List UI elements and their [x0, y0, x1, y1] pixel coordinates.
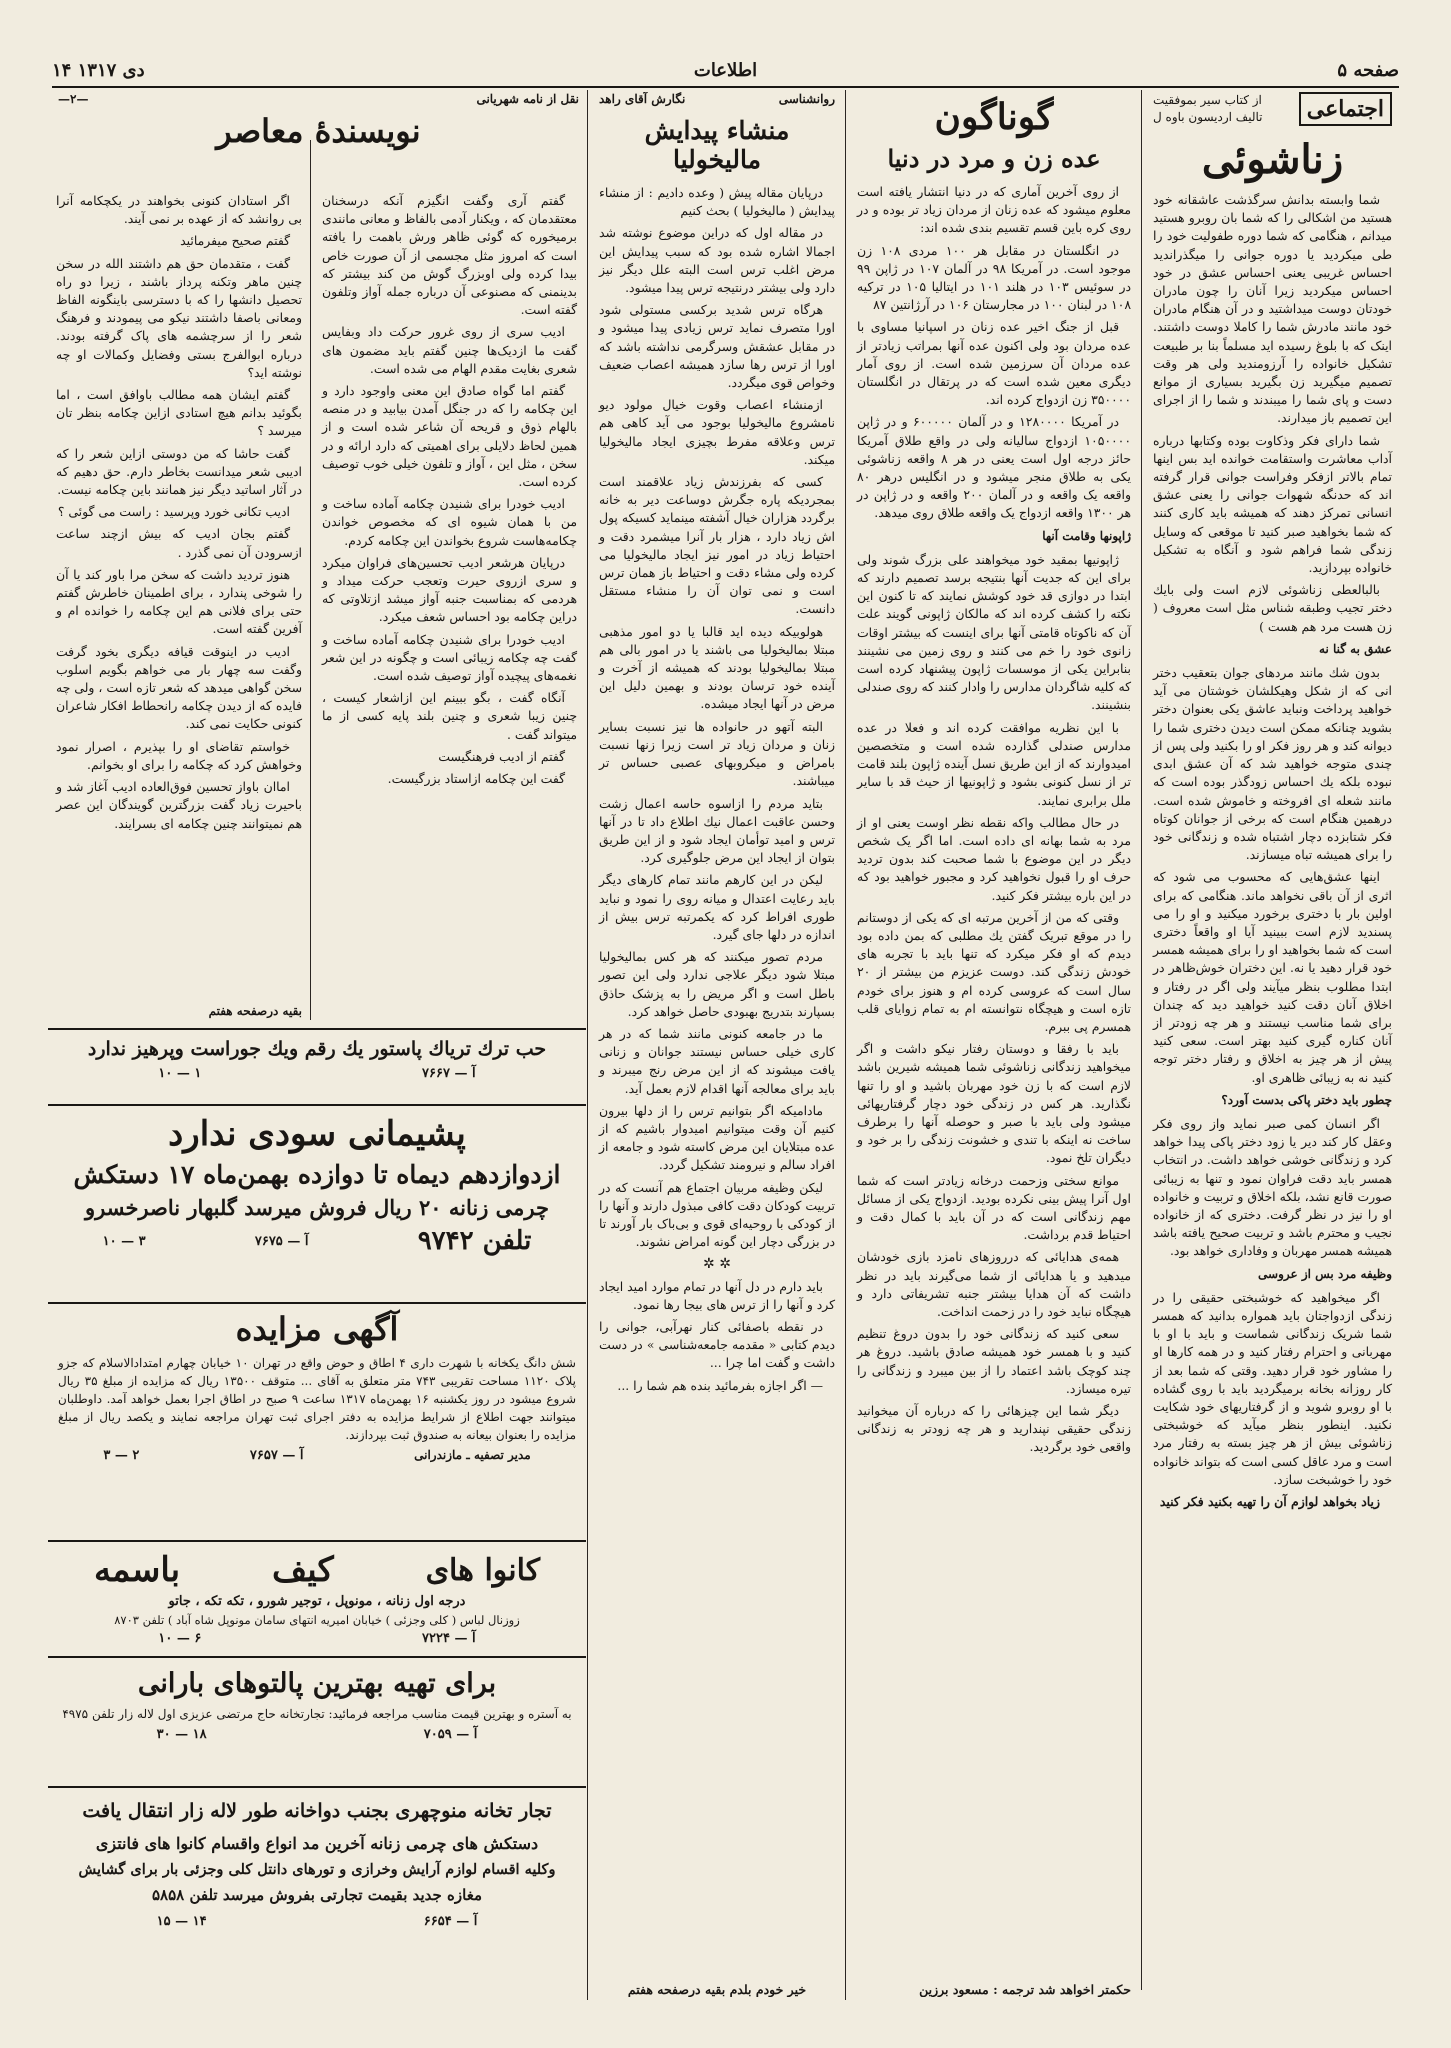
paper-name: اطلاعات — [693, 60, 758, 81]
paragraph: شما دارای فکر وذکاوت بوده وکتابها درباره آداب معاشرت واستقامت خوانده اید بس اینها تمام بالاتر ازفکر وفراست جوانی قرار گرفته اند که حدنگه شهوات جوانی را یعنی عشق انسانی تمرکز دهند که همیشه باید کاری کنند که شما بخواهید صبر کنید تا موقعی که وسایل زندگی شما فراهم شود و آنگاه به تشکیل خانواده بپردازید. — [1153, 432, 1392, 576]
paragraph: گفتم بجان ادیب که بیش ازچند ساعت ازسرودن آن نمی گذرد . — [56, 526, 302, 560]
ad-code: آ — ۷۶۶۷ — [422, 1066, 476, 1081]
paragraph: بدون شك مانند مردهای جوان بتعقیب دختر انی که از شکل وهیکلشان خوشتان می آید خواهید پرداخت ونباید عاشق یکی بعنوان دختر بشوید چنانکه ممکن است دیدن دختری شما را دیوانه کند و هر روز فکر او را بکنید ولی پس از چندی متوجه خواهید شد که آن عشق ابدی نبوده بلکه یك احساس زودگذر بوده است که مانند شعله ای افروخته و خاموش شده است. درهمین هنگام است که برخی از جوانان کوتاه فکر شتابزده دچار اشتباه شده و زندگانی خود را برای همیشه تباه میسازند. — [1153, 665, 1392, 863]
paragraph: دیگر شما این چیزهائی را که درباره آن میخوانید زندگی حقیقی نپندارید و هر چه زودتر به زندگانی واقعی خود برگردید. — [857, 1403, 1131, 1455]
column-rule — [587, 90, 588, 2000]
ad-headline: تجار تخانه منوچهری بجنب دواخانه طور لاله زار انتقال یافت — [82, 1800, 552, 1822]
article-header — [52, 92, 585, 150]
paragraph: آنگاه گفت ، بگو ببینم این ازاشعار کیست ، چنین زیبا شعری و چنین بلند پایه کسی از ما میتواند گفت . — [322, 690, 577, 742]
article-title: زناشوئی — [1201, 136, 1344, 183]
paragraph: اگر استادان کنونی بخواهند در یکچکامه آنرا بی روانشد که از عهده بر نمی آیند. — [56, 193, 302, 227]
paragraph: گفتم از ادیب فرهنگیست — [438, 748, 565, 764]
paragraph: هنوز تردید داشت که سخن مرا باور کند یا آن را شوخی پندارد ، برای اطمینان خاطرش گفتم حتی برای فلانی هم این چکامه را خوانده ام و آفرین گفته است. — [56, 566, 302, 637]
ad-code: ۲ — ۳ — [103, 1448, 140, 1463]
issue-date: ۱۴ دی ۱۳۱۷ — [52, 60, 145, 81]
paragraph: درپایان مقاله پیش ( وعده دادیم : از منشاء پیدایش ( مالیخولیا ) بحث کنیم — [599, 185, 835, 219]
paragraph: همه‌ی هدایائی که درروزهای نامزد بازی خودشان میدهید و یا هدایائی از شما می‌گیرند باید در نظر داشت که آن هدایا بیشتر جنبه تشریفاتی دارد و هیچگاه نباید خود را در زحمت انداخت. — [857, 1249, 1131, 1319]
subheading: ژاپونها وقامت آنها — [1042, 528, 1131, 543]
article-signature: حکمتر اخواهد شد ترجمه : مسعود برزین — [857, 1978, 1131, 1997]
column-miscellany — [849, 92, 1139, 1997]
paragraph: هرگاه ترس شدید برکسی مستولی شود اورا متصرف نماید ترس زیادی پیدا میشود و در مقابل عشقش وسرگرمی نداشته باشد که اورا از ترس رها سازد همیشه اعصاب ضعیف وخواص قوی میگردد. — [599, 302, 835, 391]
separator-ornament: ✲ ✲ — [703, 1256, 731, 1273]
ad-code: آ — ۷۲۲۴ — [422, 1631, 476, 1646]
paragraph: گفت ، متقدمان حق هم داشتند الله در سخن چنین ماهر وتکنه پرداز باشند ، زیرا دو راه تحصیل دانشها را که با دسترسی باینگونه الفاظ ومعانی باصفا داشتند نیکو می پیمودند و فرهنگ شعر را از سرچشمه های پاک گرفته بودند. درباره ابوالفرج بستی وفضایل وکمالات او چه نوشته اید؟ — [56, 255, 302, 380]
source-line: از کتاب سیر بموفقیت — [1153, 93, 1262, 107]
paragraph: ادیب سری از روی غرور حرکت داد وبفایس گفت ما ازدیک‌ها چنین گفتم باید مضمون های شعری بغایت مقدم الهام می شده است. — [322, 324, 577, 376]
paragraph: در حال مطالب واکه نقطه نظر اوست یعنی او از مرد به شما بهانه ای داده است. اما اگر یک شخص دیگر در این موضوع با شما صحبت کند بدون تردید حرف او را قبول نخواهید کرد و مجبور خواهید بود که در این باره بیشتر فکر کنید. — [857, 814, 1131, 903]
paragraph: بتاید مردم را ازاسوه حاسه اعمال زشت وحسن عاقبت اعمال نیك اطلاع داد تا در آنها ترس و امید توأمان ایجاد شود و از این طریق بتوان از ایجاد این مرض جلوگیری کرد. — [599, 795, 835, 866]
paragraph: ادیب خودرا برای شنیدن چکامه آماده ساخت و من با همان شیوه ای که مخصوص خواندن چکامه‌هاست شروع بخواندن این چکامه کردم. — [322, 496, 577, 548]
article-subtitle: عده زن و مرد در دنیا — [887, 144, 1101, 173]
paragraph: گفتم ایشان همه مطالب باوافق است ، اما بگوئید بدانم هیچ استادی ازاین چکامه بنظر تان میرسد ؟ — [56, 387, 302, 439]
ad-divider — [48, 1540, 586, 1542]
paragraph: خواستم تقاضای او را بپذیرم ، اصرار نمود وخواهش کرد که چکامه را برای او بخوانم. — [56, 738, 302, 772]
article-title: نویسندهٔ معاصر — [216, 112, 421, 150]
page-mark: —۲— — [58, 92, 89, 106]
author-line: تالیف اردیسون باوه ل — [1153, 110, 1263, 124]
ad-divider — [48, 1028, 586, 1030]
subheading: عشق به‌ گنا نه — [1319, 641, 1392, 656]
paragraph: مردم تصور میکنند که هر کس بمالیخولیا مبتلا شود دیگر علاجی ندارد ولی این تصور باطل است و اگر مریض را به پزشک حاذق بسپارند بتدریج بهبودی حاصل خواهد کرد. — [599, 949, 835, 1019]
ad-gloves — [48, 1108, 586, 1300]
paragraph: لیکن در این کارهم مانند تمام کارهای دیگر باید رعایت اعتدال و میانه روی را نمود و نباید طوری افراط کرد که یکمرتبه ترس بیش از اندازه در دلها جای گیرد. — [599, 872, 835, 942]
paragraph: موانع سختی وزحمت درخانه زیادتر است که شما اول آنرا پیش بینی نکرده بودید. ازدواج یکی از مسائل مهم زندگانی است که در آن باید با کمال دقت و احتیاط قدم برداشت. — [857, 1172, 1131, 1243]
ad-headline: کانوا های — [425, 1552, 541, 1588]
paragraph: بالبالعطی زناشوئی لازم است ولی بایك دختر تجیب وطبقه شناس مثل است معروف ( زن هست مرد هم هست ) — [1153, 582, 1392, 634]
masthead — [52, 58, 1399, 88]
column-writer-left — [48, 192, 310, 1022]
paragraph: با این نظریه موافقت کرده اند و فعلا در عده مدارس صندلی گذارده شده است و متخصصین امیدوارند که از این طریق نسل آینده ژاپون بلند قامت تر از نسل کنونی بشود و ژاپونیها از حیث قد با سایر ملل برابری نمایند. — [857, 719, 1131, 808]
paragraph: اگر انسان کمی صبر نماید واز روی فکر وعقل کار کند دیر یا زود دختر پاکی پیدا خواهد کرد و زندگانی خوشی خواهد داشت. در انتخاب همسر باید دقت فراوان نمود و تنها به زیبائی صورت قانع نشد، بلکه اخلاق و تربیت و خانواده او را نیز در نظر گرفت. دختری که از خانواده نجیب و محترم باشد و تربیت صحیح یافته باشد همیشه همسر مهربان و وفاداری خواهد بود. — [1153, 1115, 1392, 1259]
paragraph: سعی کنید که زندگانی خود را بدون دروغ تنظیم کنید و با همسر خود همیشه صادق باشید. دروغ هر چند کوچک باشد اعتماد را از بین میبرد و زندگانی را تیره میسازد. — [857, 1326, 1131, 1396]
ad-headline: باسمه — [93, 1550, 181, 1590]
section-label: روانشناسی — [778, 92, 835, 106]
subheading: وظیفه مرد بس از عروسی — [1258, 1266, 1392, 1281]
paragraph: ادیب تکانی خورد وپرسید : راست می گوئی ؟ — [57, 504, 290, 520]
ad-code: آ — ۶۶۵۴ — [423, 1914, 478, 1929]
paragraph: ادیب در اینوقت قیافه دیگری بخود گرفت وگفت سه چهار بار می خواهم بگویم اسلوب سخن گواهی میدهد که شعر تازه است ، ولی چه فایده که از دیدن چکامه رانحطاط افکار شاعران کنونی حکایت نمی کند. — [56, 643, 302, 732]
ad-raincoats — [48, 1660, 586, 1784]
ad-body: شش دانگ یکخانه با شهرت داری ۴ اطاق و حوض واقع در تهران ۱۰ خیابان چهارم امتدادالاسلام که جزو پلاک ۱۱۲۰ مساحت تقریبی ۷۴۳ متر متعلق به آقای ... متوقف ۱۳۵۰۰ ریال که مزایده از مبلغ ۳۵ ریال شروع میشود در روز یکشنبه ۱۶ بهمن‌ماه ۱۳۱۷ ساعت ۹ صبح در اطاق اجرا بعمل خواهد آمد. داوطلبان میتوانند جهت اطلاع از شرایط مزایده به دفتر اجرای ثبت تهران مراجعه نمایند و یکصد ریال از مبلغ مزایده را بعنوان بیعانه به صندوق ثبت بپردازند. — [58, 1356, 577, 1442]
ad-headline: حب ترك تریاك پاستور یك رقم ویك جوراست وپرهیز ندارد — [87, 1038, 547, 1060]
ad-phone: تلفن ۹۷۴۲ — [417, 1226, 532, 1256]
paragraph: گفتم صحیح میفرمائید — [180, 233, 290, 249]
ad-headline: کیف — [272, 1550, 334, 1590]
column-psychology — [591, 92, 843, 1997]
paragraph: در انگلستان در مقابل هر ۱۰۰ مردی ۱۰۸ زن موجود است. در آمریکا ۹۸ در آلمان ۱۰۷ در ژاپن ۹۹ در سوئیس ۱۰۳ در هلند ۱۰۱ در ایتالیا ۱۰۵ در ترکیه ۱۰۸ در لبنان ۱۰۰ در مجارستان ۱۰۶ در آرژانتین ۸۷ — [857, 242, 1132, 313]
paragraph: گفت حاشا که من دوستی ازاین شعر را که ادیبی شعر میدانست بخاطر دارم. حق دهیم که در آثار اساتید دیگر نیز همانند باین چکامه نیست. — [56, 445, 302, 498]
author-line: نگارش آقای راهد — [599, 92, 686, 106]
ad-line: ازدوازدهم دیماه تا دوازده بهمن‌ماه ۱۷ دستکش — [73, 1160, 561, 1189]
paragraph: لیکن وظیفه مربیان اجتماع هم آنست که در تربیت کودکان دقت کافی مبذول دارند و آنها را از کودکی با روحیه‌ای قوی و بی‌باک بار آورند تا در بزرگی دچار این گونه امراض نشوند. — [599, 1179, 835, 1250]
paragraph: البته آتهو در حانواده ها نیز نسبت بسایر زنان و مردان زیاد تر است زیرا زنها نسبت بامراض و میکروبهای عصبی حساس تر میباشند. — [599, 718, 835, 789]
section-label: اجتماعی — [1299, 92, 1392, 126]
column-writer-right — [314, 192, 585, 1022]
ad-canvas — [48, 1544, 586, 1654]
ad-divider — [48, 1786, 586, 1788]
ad-divider — [48, 1104, 586, 1106]
paragraph: ما در جامعه کنونی مانند شما که در هر کاری خیلی حساس نیستند جوانان و زنانی یافت میشوند که از این مرض رنج میبرند و باید برای معالجه آنها اقدام لازم بعمل آید. — [599, 1025, 835, 1096]
paragraph: قبل از جنگ اخیر عده زنان در اسپانیا مساوی با عده مردان بود ولی اکنون عده آنها بمراتب زیادتر از عده مردان آن سرزمین شده است. از روی آمار دیگری معین شده است که در پرتقال در انگلستان ۳۵۰۰۰۰ زن ازدواج کرده اند. — [857, 319, 1131, 408]
paragraph: گفتم آری وگفت انگیزم آنکه درسخنان معتقدمان که ، ویکنار آدمی بالفاظ و معانی مانندی برمیخوره که گوئی ظاهر ورش باهمت را یافته است که امروز مثل مجسمی از آن صورت خاص بیدا کرده ولی اوبزرگ گوش من کند بیشتر که بدینمنی که مصنوعی آن درباره جمله آواز وتلفون گفته است. — [322, 193, 577, 318]
continued-note: خیر خودم بلدم بقیه درصفحه هفتم — [599, 1978, 835, 1997]
article-title: منشاء پیدایش مالیخولیا — [644, 116, 790, 174]
paragraph: هولوبیکه دیده اید قالبا یا دو امور مذهبی مبتلا بمالیخولیا می باشند یا در امور بالی هم مبتلا بمالیخولیا بودند که همیشه از آخرت و آینده خود ترسان بودند و بهمین دلیل این مرض در آنها ایجاد میشده. — [599, 623, 835, 712]
ad-trading-house — [48, 1790, 586, 1990]
ad-code: آ — ۷۶۷۵ — [254, 1233, 309, 1249]
ad-line: زوزنال لباس ( کلی وجزئی ) خیابان امیریه انتهای سامان مونوپل شاه آباد ) تلفن ۸۷۰۳ — [114, 1613, 520, 1627]
ad-line: وکلیه اقسام لوازم آرایش وخرازی و تورهای دانتل کلی وجزئی بار برای گشایش — [78, 1861, 556, 1878]
paragraph: در مقاله اول که دراین موضوع نوشته شد اجمالا اشاره شده بود که سبب پیدایش این مرض اغلب ترس است البته علل دیگر نیز دارد ولی بیشتر درنتیجه ترس پیدا میشود. — [599, 225, 835, 296]
ad-headline: برای تهیه بهترین پالتوهای بارانی — [137, 1668, 497, 1699]
ad-code: ۳ — ۱۰ — [102, 1233, 146, 1249]
paragraph: ژاپونیها بمقید خود میخواهند علی بزرگ شوند ولی برای این که جدیت آنها بنتیجه برسد تصمیم دارند که ابتدا در دوازی قد خود کوشش نمایند که تا کنون این نکته را کشف کرده اند که مالکان ژاپونی گویند علت آن که ناکوتاه قامتی آنها برای اینست که بیشتر اوقات زانوی خود را خم می کنند و روی زمین می نشینند بنابراین یکی از موسسات ژاپون پیشنهاد کرده است که کلیه شاگردان مدارس را وادار کنند که روی صندلی بنشینند. — [857, 551, 1131, 713]
paragraph: مادامیکه اگر بتوانیم ترس را از دلها بیرون کنیم آن وقت میتوانیم امیدوار باشیم که از عده مبتلایان این مرض کاسته شود و جامعه از افراد سالم و نیرومند تشکیل گردد. — [599, 1102, 835, 1173]
ad-code: ۱ — ۱۰ — [158, 1066, 202, 1081]
paragraph: گفتم اما گواه صادق این معنی واوجود دارد و این چکامه را که در جنگل آمدن بیابید و در منصه بالهام ذوق و قریحه آن شاعر شده است و از همین لحاظ دلایلی برای اهمیتی که دارد ارائه و در سخن ، مثل این ، آواز و تلفون خیلی خوب توصیف کرده است. — [322, 383, 577, 490]
page-label: صفحه ۵ — [1337, 60, 1399, 81]
ad-office: مدیر تصفیه ـ مازندرانی — [414, 1448, 531, 1462]
paragraph: شما وابسته بدانش سرگذشت عاشقانه خود هستید من اشکالی را که شما بان روبرو هستید میدانم ، هنگامی که شما دوره طفولیت خود را طی میکردید یا دوره جوانی را میگذراندید احساس غریبی یعنی احساس عشق در خود احساس میکردید زیرا آنان را چون مادران خودتان دوست میداشتید و در آن هنگام مادران خود مانند مادرش شما را کاملا دوست داشتند. اینک که با بلوغ رسیده اید مسلماً بنا بر طبیعت تشکیل خانواده را آرزومندید ولی هر وقت تصمیم میگیرید زن بگیرید بسیاری از موانع دست و پای شما را میبندند و شما را از اجرای این تصمیم باز میدارند. — [1153, 192, 1392, 426]
paragraph: کسی که بفرزندش زیاد علاقمند است بمجردیکه پاره جگرش دوساعت دیر به خانه برگردد هزاران خیال آشفته مینماید کسیکه پول اش زیاد دارد ، هزار بار آنرا میشمرد دقت و احتیاط زیاد در امور نیز ایجاد مالیخولیا می کرده ولی مشاء دقت و احتیاط باز همان ترس است و نمی توان آن را منشاء مستقل دانست. — [599, 474, 835, 617]
column-rule — [1141, 90, 1142, 1990]
ad-line: دستکش های چرمی زنانه آخرین مد انواع واقسام کانوا های فانتزی — [95, 1834, 539, 1853]
continued-note: بقیه درصفحه هفتم — [208, 1004, 302, 1018]
ad-auction — [48, 1306, 586, 1538]
column-rule — [310, 140, 311, 1020]
ad-divider — [48, 1302, 586, 1304]
paragraph: در نقطه باصفائی کنار نهرآبی، جوانی را دیدم کتابی « مقدمه جامعه‌شناسی » در دست داشت و گفت اما چرا ... — [599, 1318, 835, 1371]
paragraph: ادیب خودرا برای شنیدن چکامه آماده ساخت و گفت چه چکامه زیبائی است و چگونه در این شعر نغمه‌های پیچیده آواز توصیف شده است. — [322, 631, 577, 684]
ad-line: مغازه جدید بقیمت تجارتی بفروش میرسد تلفن ۵۸۵۸ — [152, 1886, 482, 1904]
ad-code: آ — ۷۶۵۷ — [249, 1448, 304, 1463]
paragraph: از روی آخرین آماری که در دنیا انتشار یافته است معلوم میشود که عده زنان از مردان زیاد تر بوده و در روی کره باین قسم تقسیم بندی شده اند: — [857, 184, 1131, 236]
ad-headline: آگهی مزایده — [235, 1310, 399, 1348]
paragraph: درپایان هرشعر ادیب تحسین‌های فراوان میکرد و سری ازروی حیرت وتعجب حرکت میداد و هردمی که بمناسبت جنبه آواز میشد ازتلاوتی که دراین چکامه بود احساس شعف میکرد. — [322, 554, 577, 625]
paragraph: در آمریکا ۱۲۸۰۰۰۰ و در آلمان ۶۰۰۰۰۰ و در ژاپن ۱۰۵۰۰۰۰ ازدواج سالیانه ولی در واقع طلاق آمریکا حائز درجه اول است یعنی در هر ۸ واقعه زناشوئی یکی به طلاق منجر میشود و در انگلیس درهر ۸۰ واقعه یک واقعه و در آلمان ۲۰۰ واقعه و در ژاپن در هر ۱۳۰۰ واقعه ازدواج یک واقعه طلاق روی میدهد. — [857, 414, 1131, 521]
source-line: نقل از نامه شهریانی — [476, 92, 579, 106]
paragraph: ازمنشاء اعصاب وقوت خیال مولود دیو نامشروع مالیخولیا بوجود می آید کاهی هم ترس وعلاقه مفرط بچیزی ایجاد مالیخولیا میکند. — [599, 397, 835, 467]
ad-code: ۱۴ — ۱۵ — [156, 1914, 207, 1929]
column-rule — [845, 90, 846, 2000]
column-social — [1145, 92, 1400, 1987]
paragraph: اماان باواز تحسین فوق‌العاده ادیب آغاز شد و باحیرت زیاد گفت بزرگترین گویندگان این عصر هم نمیتوانند چنین چکامه ای بسرایند. — [56, 779, 302, 831]
ad-divider — [48, 1656, 586, 1658]
paragraph: اگر میخواهید که خوشبختی حقیقی را در زندگی ازدواجتان باید همواره بدانید که همسر شما شریک زندگانی شماست و باید با او با مهربانی و احترام رفتار کنید و در همه کارها او را مشاور خود قرار دهید. وقتی که شما بعد از کار روزانه بخانه برمیگردید باید با روی گشاده با او روبرو شوید و از گرفتاریهای خود شکایت نکنید. اینطور بنظر میآید که خوشبختی زناشوئی بیش از هر چیز بسته به رفتار مرد است و مرد عاقل کسی است که بتواند خانواده خود را خوشبخت سازد. — [1153, 1289, 1392, 1487]
paragraph: اینها عشق‌هایی که محسوب می شود که اثری از آن باقی نخواهد ماند. هنگامی که برای اولین بار با دختری برخورد میکنید و او را می پسندید لازم است ببینید آیا او واقعاً دختری است که شما بخواهید او را برای همیشه همسر خود قرار دهید یا نه. این دختران خوش‌ظاهر در ابتدا مطلوب بنظر میآیند ولی اگر در رفتار و اخلاق آنان دقت کنید خواهید دید که چندان برای شما مناسب نیستند و هر چه زودتر از آنان کناره گیری کنید بهتر است. سعی کنید پیش از هر چیز به اخلاق و رفتار دختر توجه کنید نه به زیبائی ظاهری او. — [1153, 869, 1392, 1085]
ad-code: ۶ — ۱۰ — [158, 1631, 202, 1646]
ad-opium — [48, 1032, 586, 1102]
ad-headline: پشیمانی سودی ندارد — [168, 1114, 466, 1154]
ad-code: آ — ۷۰۵۹ — [423, 1727, 478, 1742]
subheading: چطور باید دختر پاکی بدست آورد؟ — [1221, 1092, 1392, 1107]
article-title: گوناگون — [934, 96, 1054, 138]
paragraph: گفت این چکامه ازاستاد بزرگیست. — [387, 771, 565, 787]
ad-line: درجه اول زنانه ، مونوپل ، توجیر شورو ، تکه تکه ، جاتو — [168, 1594, 466, 1609]
ad-body: به آستره و بهترین قیمت مناسب مراجعه فرمائید: تجارتخانه حاج مرتضی عزیزی اول لاله زار تلفن ۴۹۷۵ — [62, 1707, 572, 1721]
paragraph: — اگر اجازه بفرمائید بنده هم شما را ... — [617, 1377, 823, 1393]
paragraph: وقتی که من از آخرین مرتبه ای که یکی از دوستانم را در موقع تبریک گفتن یك مطلبی که بمن داده بود دیدم که او فکر میکرد که تنها باید با تجربه های خودش زندگی کند. دوست عزیزم من بیشتر از ۲۰ سال است که عروسی کرده ام و هنوز برای خودم تازه است و هیچگاه نتوانسته ام به تمام زوایای قلب همسرم پی ببرم. — [857, 909, 1131, 1034]
column-footer: زیاد بخواهد لوازم آن را تهیه بکنید فکر کنید — [1159, 1494, 1380, 1510]
paragraph: باید با رفقا و دوستان رفتار نیکو داشت و اگر میخواهید زندگانی زناشوئی شما همیشه شیرین باشد لازم است که با زن خود مهربان باشید و او را تنها نگذارید. هر کس در زندگی خود دچار گرفتاریهائی میشود ولی باید با صبر و حوصله آنها را برطرف ساخت نه اینکه با تندی و خشونت زندگی را بر خود و دیگران تلخ نمود. — [857, 1041, 1131, 1166]
paragraph: باید دارم در دل آنها در تمام موارد امید ایجاد کرد و آنها را از ترس های بیجا رها نمود. — [599, 1278, 835, 1312]
ad-line: چرمی زنانه ۲۰ ریال فروش میرسد گلبهار ناصرخسرو — [84, 1195, 549, 1220]
ad-code: ۱۸ — ۳۰ — [156, 1727, 207, 1742]
